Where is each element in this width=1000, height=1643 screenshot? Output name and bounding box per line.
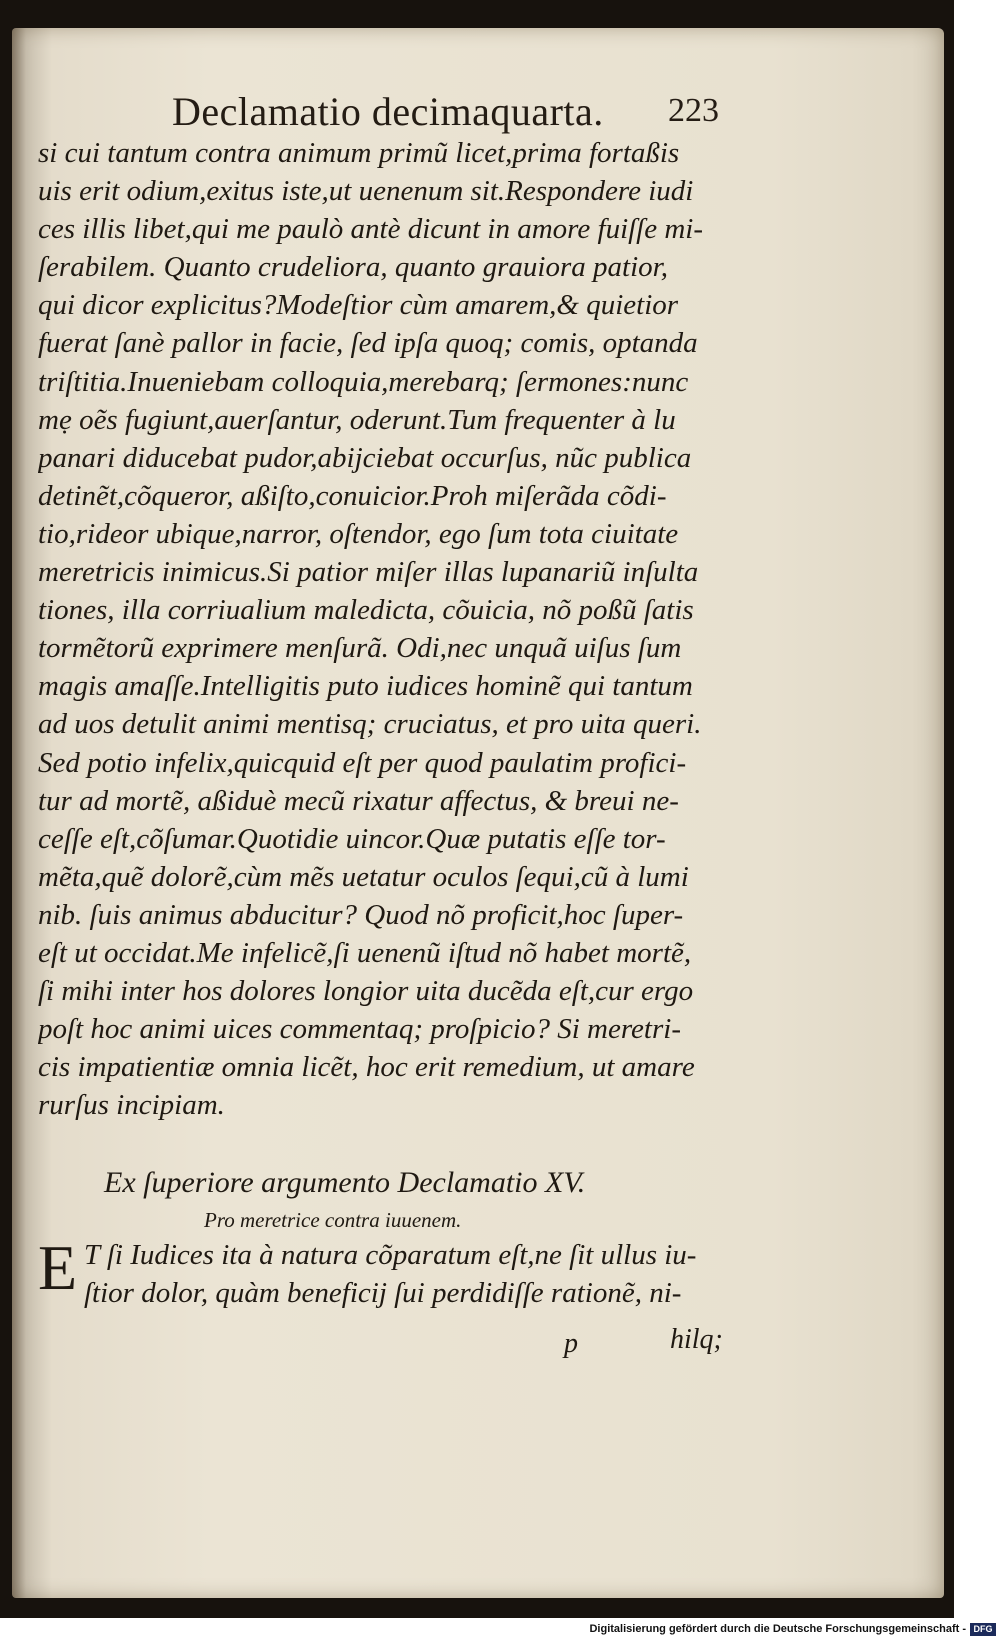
text-line: mẹ oẽs fugiunt,auerſantur, oderunt.Tum frequenter à lu [38, 403, 676, 436]
text-line: mẽta,quẽ dolorẽ,cùm mẽs uetatur oculos ſequi,cũ à lumi [38, 860, 689, 893]
text-line: tio,rideor ubique,narror, oſtendor, ego ſum tota ciuitate [38, 517, 679, 550]
text-line: uis erit odium,exitus iste,ut uenenum sit.Respondere iudi [38, 175, 694, 208]
text-line: qui dicor explicitus?Modeſtior cùm amarem,& quietior [38, 289, 679, 322]
text-line: panari diducebat pudor,abijciebat occurſus, nũc publica [38, 441, 692, 474]
text-line: ſi mihi inter hos dolores longior uita ducẽda eſt,cur ergo [38, 975, 694, 1008]
text-line: nib. ſuis animus abducitur? Quod nõ proficit,hoc ſuper- [38, 898, 684, 931]
text-line: ces illis libet,qui me paulò antè dicunt in amore fuiſſe mi- [38, 213, 704, 246]
text-line: triſtitia.Inueniebam colloquia,merebarq; ſermones:nunc [38, 365, 689, 398]
text-line: eſt ut occidat.Me infelicẽ,ſi uenenũ iſtud nõ habet mortẽ, [38, 936, 692, 969]
text-line: si cui tantum contra animum primũ licet,prima fortaßis [38, 137, 680, 169]
text-line: ſerabilem. Quanto crudeliora, quanto grauiora patior, [38, 251, 668, 284]
text-line: ad uos detulit animi mentisq; cruciatus, et pro uita queri. [38, 708, 702, 741]
catchword: hilq; [670, 1324, 723, 1355]
text-line: poſt hoc animi uices commentaq; proſpicio? Si meretri- [38, 1013, 681, 1046]
body-text [38, 134, 738, 1124]
text-line: tur ad mortẽ, aßiduè mecũ rixatur affectus, & breui ne- [38, 784, 679, 817]
text-line: magis amaſſe.Intelligitis puto iudices hominẽ qui tantum [38, 670, 693, 703]
text-line: tiones, illa corriualium maledicta, cõuicia, nõ poßũ ſatis [38, 594, 694, 627]
section-text [84, 1236, 744, 1312]
text-line: cis impatientiæ omnia licẽt, hoc erit remedium, ut amare [38, 1051, 695, 1084]
drop-initial: E [38, 1232, 78, 1303]
text-line: Sed potio infelix,quicquid eſt per quod paulatim profici- [38, 746, 687, 779]
text-line: detinẽt,cõqueror, aßiſto,conuicior.Proh miſerãda cõdi- [38, 479, 667, 512]
footer [0, 1622, 1000, 1640]
running-head [0, 88, 954, 134]
section-subheading: Pro meretrice contra iuuenem. [204, 1208, 462, 1232]
funding-notice: Digitalisierung gefördert durch die Deutsche Forschungsgemeinschaft - [589, 1623, 966, 1635]
text-line: ceſſe eſt,cõſumar.Quotidie uincor.Quæ putatis eſſe tor- [38, 822, 666, 855]
text-line: meretricis inimicus.Si patior miſer illas lupanariũ inſulta [38, 556, 699, 589]
section-heading: Ex ſuperiore argumento Declamatio XV. [104, 1166, 586, 1199]
page-number: 223 [668, 92, 719, 129]
text-line: fuerat ſanè pallor in facie, ſed ipſa quoq; comis, optanda [38, 327, 698, 360]
text-line: rurſus incipiam. [38, 1089, 225, 1122]
text-line: tormẽtorũ exprimere menſurã. Odi,nec unquã uiſus ſum [38, 632, 682, 665]
signature-mark: p [564, 1328, 578, 1359]
dfg-logo: DFG [970, 1623, 996, 1636]
text-line: ſtior dolor, quàm beneficij ſui perdidiſſe rationẽ, ni- [84, 1277, 682, 1309]
text-line: T ſi Iudices ita à natura cõparatum eſt,ne ſit ullus iu- [84, 1239, 697, 1271]
running-title: Declamatio decimaquarta. [172, 89, 604, 134]
